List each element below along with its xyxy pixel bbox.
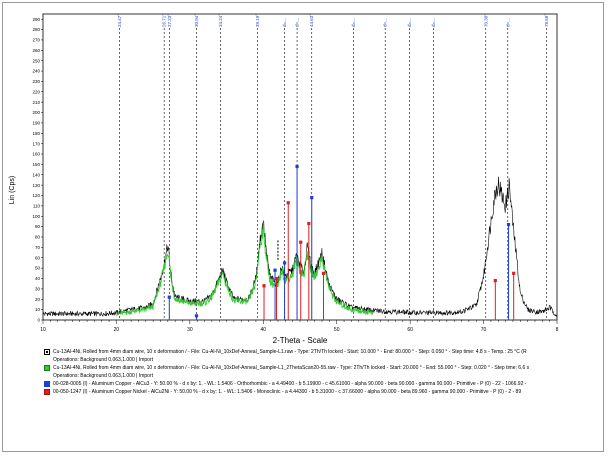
- y-tick-label: 120: [32, 193, 40, 199]
- scan-swatch-icon: [44, 349, 50, 355]
- reference-peak-marker: [494, 279, 497, 282]
- chart-axes: [32, 14, 558, 333]
- legend-item: [44, 388, 564, 396]
- index-line-label: 44.63°: [309, 13, 315, 27]
- y-tick-label: 130: [32, 182, 40, 188]
- x-axis-label: 2-Theta - Scale: [272, 336, 328, 345]
- reference-peak-marker: [512, 272, 515, 275]
- y-tick-label: 10: [34, 307, 40, 313]
- index-line-label: 27.23°: [166, 13, 172, 27]
- index-line-label: d=...: [382, 18, 388, 27]
- reference-peak-marker: [310, 196, 313, 199]
- y-tick-label: 220: [32, 89, 40, 95]
- y-tick-label: 270: [32, 37, 40, 43]
- reference-peak-marker: [195, 314, 198, 317]
- index-line-label: 39.19°: [254, 13, 260, 27]
- y-tick-label: 280: [32, 27, 40, 33]
- reference-swatch-icon: [44, 381, 50, 387]
- index-line-label: d=...: [431, 18, 437, 27]
- y-tick-label: 250: [32, 58, 40, 64]
- reference-peak-marker: [275, 277, 278, 280]
- index-line-label: d=...: [294, 18, 300, 27]
- y-tick-label: 140: [32, 172, 40, 178]
- index-line-label: d=...: [351, 18, 357, 27]
- index-line-label: 26.71°: [161, 13, 167, 27]
- x-tick-label: 60: [407, 327, 413, 333]
- index-line-label: 78.58°: [544, 13, 550, 27]
- y-tick-label: 230: [32, 79, 40, 85]
- y-tick-label: 210: [32, 99, 40, 105]
- reference-peak-marker: [299, 241, 302, 244]
- y-tick-label: 240: [32, 68, 40, 74]
- reference-peak-marker: [262, 284, 265, 287]
- series-line: [43, 177, 557, 317]
- chart-reference-patterns: [168, 165, 516, 320]
- legend-item: [44, 364, 564, 372]
- y-tick-label: 50: [34, 265, 40, 271]
- legend-text: 00-050-1247 (I) - Aluminum Copper Nickel - AlCu2Ni - Y: 50.00 % - d x by: 1. - WL: 1.5406 - Monoclinic - a 4.44300 - b 5.31000 - c 37.66000 - alpha 90.000 - beta 89.960 - gamma 90.000 - Primitive - P (0) - 2 - 89: [53, 389, 522, 395]
- reference-swatch-icon: [44, 389, 50, 395]
- index-line-label: 70.30°: [483, 13, 489, 27]
- legend-text: 00-028-0005 (I) - Aluminum Copper - AlCu3 - Y: 50.00 % - d x by: 1. - WL: 1.5406 - Orthorhombic - a 4.49400 - b 5.19900 - c 45.61000 - alpha 90.000 - beta 90.000 - gamma 90.000 - Primitive - P (0) - 22 - 1066.92 -: [53, 381, 527, 387]
- reference-peak-marker: [283, 261, 286, 264]
- legend-text: Cu-13Al-4Ni, Rolled from 4mm diam wire, 10 x deformation / - File: Cu-Al-Ni_10xDef-Anneal_Sample-L1_2ThetaScan20-55.raw - Type: 2Th/Th locked - Start: 20.000 ° - End: 55.000 ° - Step: 0.020 ° - Step time: 6.6 s: [53, 365, 530, 371]
- y-tick-label: 40: [34, 276, 40, 282]
- legend-subtext: Operations: Background 0.063,1.000 | Import: [53, 357, 153, 363]
- y-tick-label: 110: [32, 203, 40, 209]
- y-tick-label: 290: [32, 16, 40, 22]
- index-line-label: 24.47°: [116, 13, 122, 27]
- reference-peak-marker: [507, 223, 510, 226]
- y-tick-label: 90: [34, 224, 40, 230]
- legend-item: [44, 348, 564, 356]
- y-tick-label: 260: [32, 47, 40, 53]
- y-tick-label: 80: [34, 234, 40, 240]
- series-line: [116, 222, 373, 316]
- index-line-label: d=...: [505, 18, 511, 27]
- legend: [44, 348, 564, 396]
- y-tick-label: 150: [32, 162, 40, 168]
- y-tick-label: 180: [32, 130, 40, 136]
- x-tick-label: 30: [187, 327, 193, 333]
- y-tick-label: 30: [34, 286, 40, 292]
- x-tick-label: 8: [555, 327, 559, 333]
- x-tick-label: 20: [113, 327, 120, 333]
- legend-subtext: Operations: Background 0.063,1.000 | Import: [53, 373, 153, 379]
- y-axis-label: Lin (Cps): [9, 175, 16, 205]
- legend-item: [44, 380, 564, 388]
- x-tick-label: 70: [480, 327, 487, 333]
- y-tick-label: 0: [37, 317, 40, 323]
- x-tick-label: 40: [260, 327, 267, 333]
- reference-peak-marker: [322, 272, 325, 275]
- chart-series: [43, 177, 557, 317]
- y-tick-label: 100: [32, 213, 40, 219]
- y-tick-label: 60: [34, 255, 40, 261]
- y-tick-label: 190: [32, 120, 40, 126]
- index-line-label: 34.24°: [218, 13, 224, 27]
- y-tick-label: 200: [32, 110, 40, 116]
- y-tick-label: 170: [32, 141, 40, 147]
- y-tick-label: 20: [34, 296, 40, 302]
- chart-index-lines: [117, 14, 549, 320]
- reference-peak-marker: [168, 296, 171, 299]
- index-line-label: d=...: [282, 18, 288, 27]
- scan-swatch-icon: [44, 365, 50, 371]
- legend-text: Cu-13Al-4Ni, Rolled from 4mm diam wire, 10 x deformation / - File: Cu-Al-Ni_10xDef-Anneal_Sample-L1.raw - Type: 2Th/Th locked - Start: 10.000 ° - End: 80.000 ° - Step: 0.050 ° - Step time: 4.8 s - Temp.: 25 °C (R: [53, 349, 527, 355]
- x-tick-label: 10: [40, 327, 46, 333]
- y-tick-label: 70: [34, 244, 40, 250]
- reference-peak-marker: [287, 201, 290, 204]
- x-tick-label: 50: [333, 327, 340, 333]
- index-line-label: 30.94°: [193, 13, 199, 27]
- reference-peak-marker: [307, 222, 310, 225]
- index-line-label: d=...: [406, 18, 412, 27]
- reference-peak-marker: [273, 269, 276, 272]
- reference-peak-marker: [295, 165, 298, 168]
- y-tick-label: 160: [32, 151, 40, 157]
